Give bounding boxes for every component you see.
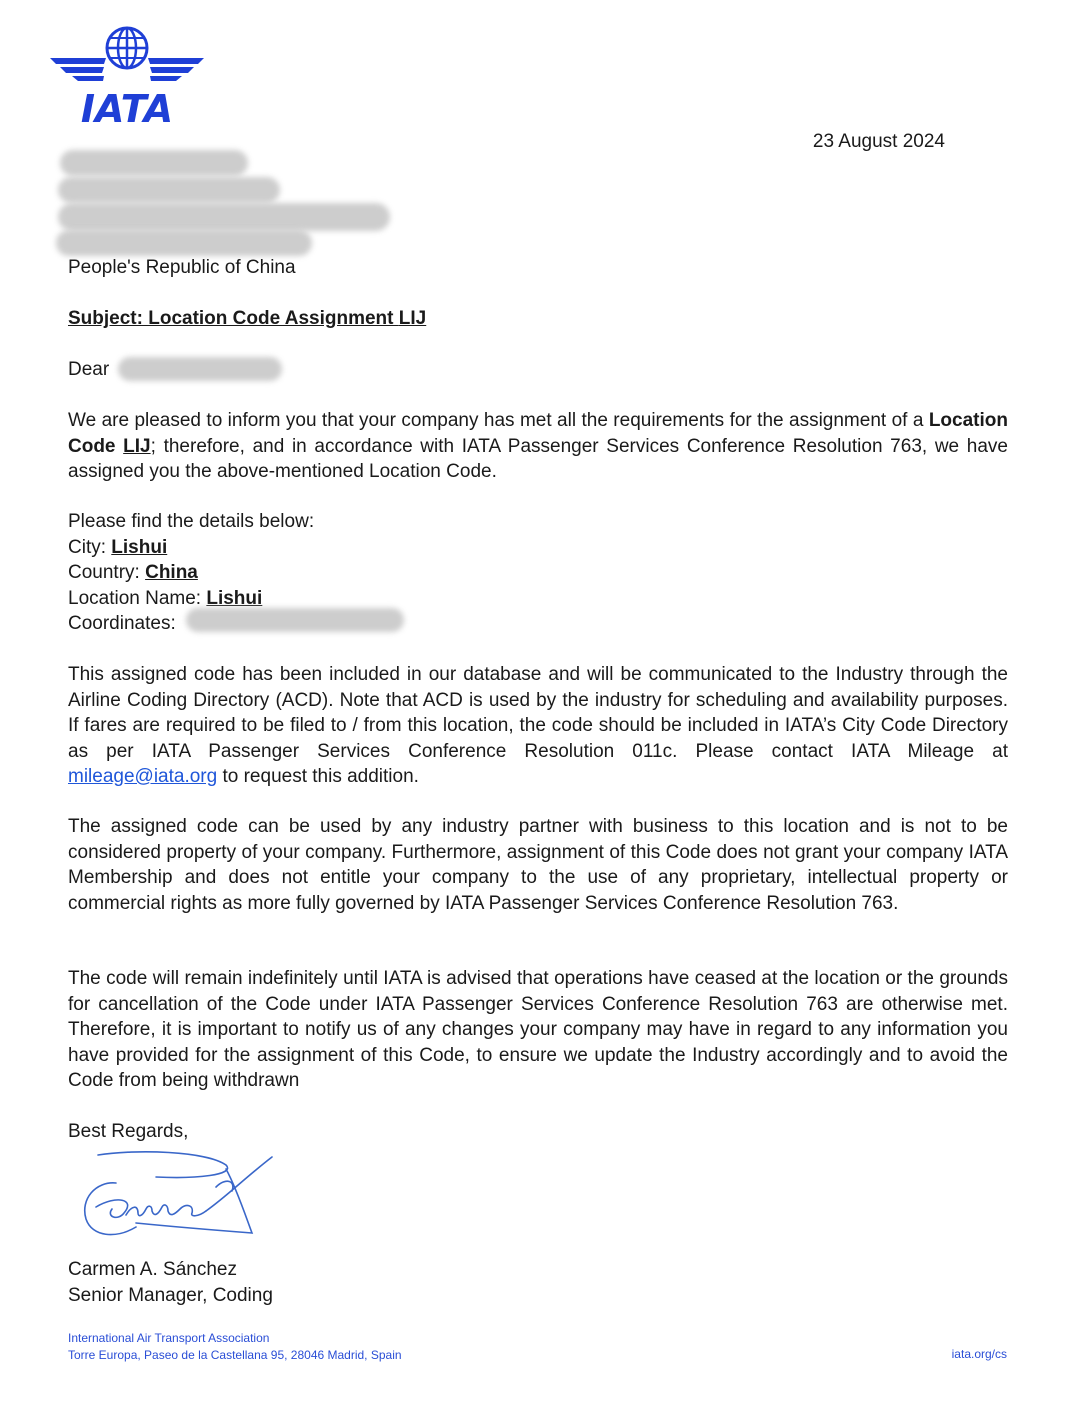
para1-text-cont: ; therefore, and in accordance with IATA Passenger Services Conference Resolution 763, we have assigned you the above-mentioned Location Code. [68,435,1008,482]
closing: Best Regards, [68,1121,189,1142]
signatory-name: Carmen A. Sánchez [68,1259,237,1280]
redacted-coordinates [186,608,404,632]
handwritten-signature [76,1147,276,1247]
subject-code: LIJ [398,308,427,329]
redacted-address-line [60,150,248,176]
redacted-address-line [58,203,390,231]
paragraph-database [68,662,1008,790]
mileage-email-link[interactable]: mileage@iata.org [68,766,218,787]
logo-text: IATA [80,87,174,128]
globe-wings-icon [46,24,208,128]
detail-coordinates: Coordinates: [68,613,176,634]
redacted-address-line [56,230,312,256]
para1-bold-label: Location Code [68,410,1008,457]
letter-date: 23 August 2024 [812,131,945,152]
footer-street: Torre Europa, Paseo de la Castellana 95, 28046 Madrid, Spain [68,1347,402,1362]
para1-code: LIJ [123,435,151,457]
recipient-country: People's Republic of China [68,257,296,278]
detail-country: Country: China [68,562,198,583]
detail-location-name: Location Name: Lishui [68,587,263,609]
details-intro: Please find the details below: [68,511,315,532]
salutation-text: Dear [68,359,110,380]
city-value: Lishui [111,536,168,558]
iata-logo [46,24,208,128]
signatory-block [68,1257,273,1308]
location-value: Lishui [206,587,263,609]
redacted-recipient-name [118,357,282,381]
redacted-address-line [58,177,280,203]
para2-tail: to request this addition. [222,766,419,787]
subject-line [68,306,426,332]
footer-org: International Air Transport Association [68,1331,270,1345]
para2-text: This assigned code has been included in our database and will be communicated to the Industry through the Airline Coding Directory (ACD). Note that ACD is used by the industry for scheduling and availability purposes. If fares are required to be filed to / from this location, the code should be included in IATA’s City Code Directory as per IATA Passenger Services Conference Resolution 011c. Please contact IATA Mileage at [68,664,1008,762]
paragraph-usage: The assigned code can be used by any industry partner with business to this location and is not to be considered property of your company. Furthermore, assignment of this Code does not grant your company IATA Membership and does not entitle your company to the use of any proprietary, intellectual property or commercial rights as more fully governed by IATA Passenger Services Conference Resolution 763. [68,816,1008,914]
footer-website-link[interactable]: iata.org/cs [951,1347,1007,1361]
country-value: China [145,562,198,583]
subject-label: Subject: Location Code Assignment [68,308,394,329]
signature-image [76,1147,276,1247]
salutation [68,357,109,383]
paragraph-assignment [68,408,1008,485]
detail-city: City: Lishui [68,536,168,558]
paragraph-validity: The code will remain indefinitely until IATA is advised that operations have ceased at the location or the grounds for cancellation of the Code under IATA Passenger Services Conference Resolution 763 are otherwise met. Therefore, it is important to notify us of any changes your company may have in regard to any information you have provided for the assignment of this Code, to ensure we update the Industry accordingly and to avoid the Code from being withdrawn [68,968,1008,1091]
footer-address [68,1330,402,1363]
para1-text: We are pleased to inform you that your company has met all the requirements for the assignment of a [68,410,924,431]
signatory-title: Senior Manager, Coding [68,1284,273,1306]
